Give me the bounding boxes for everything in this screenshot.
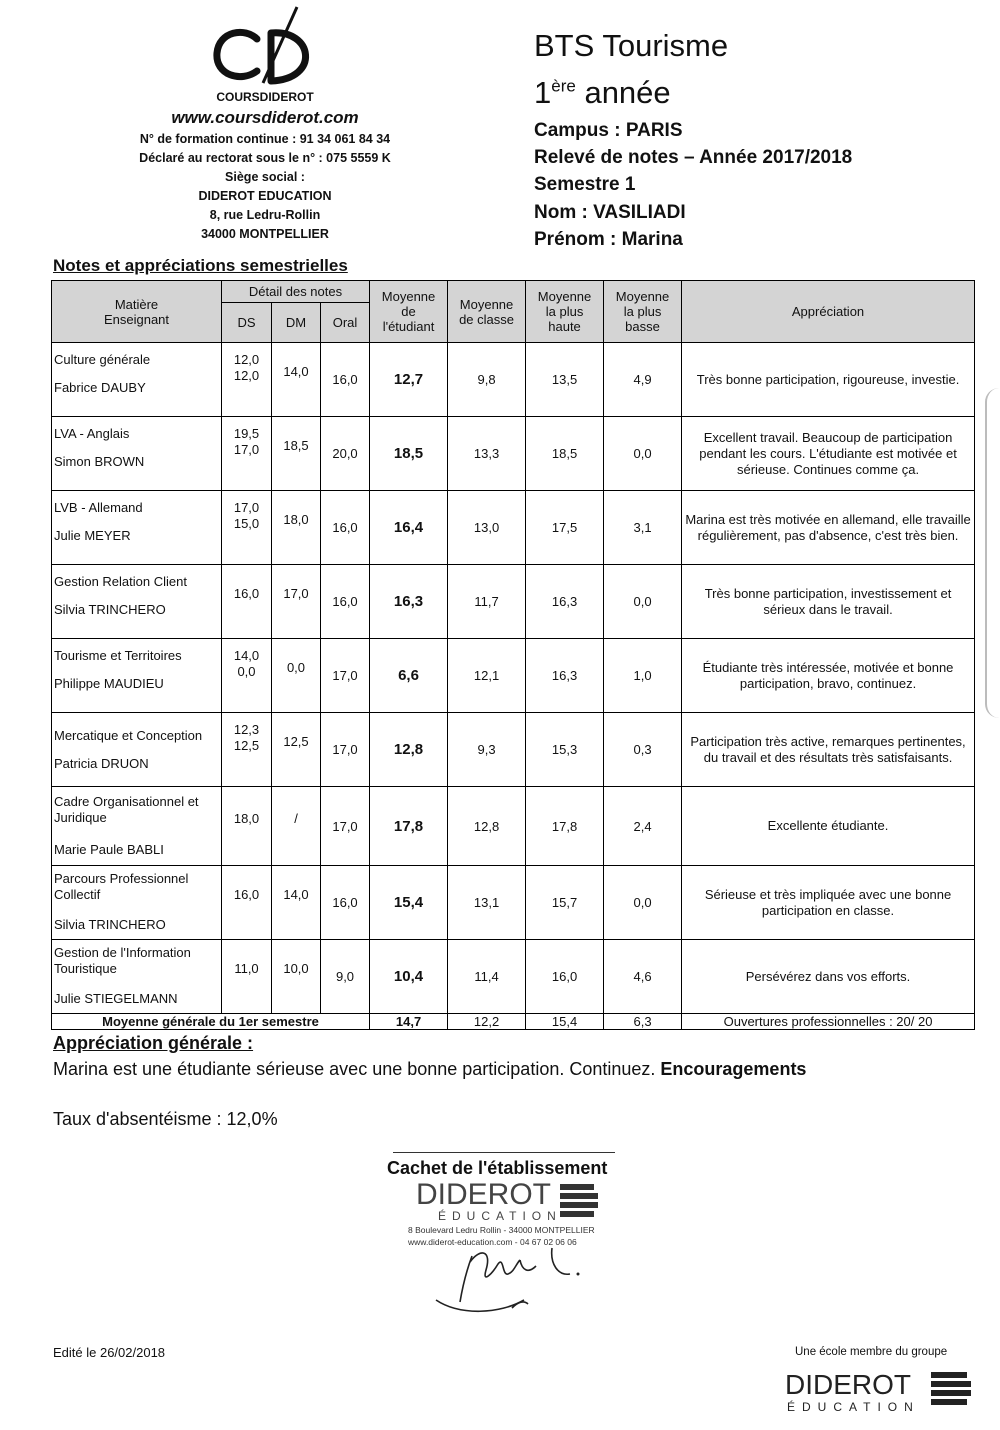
appreciation-cell: Marina est très motivée en allemand, elle travaille régulièrement, pas d'absence, c'est très bien. [682,491,975,565]
table-row [52,417,975,491]
subject-cell: Culture générale Fabrice DAUBY [52,343,222,417]
ds-cell: 19,5 17,0 [222,417,272,491]
highest-average-cell: 17,5 [526,491,604,565]
oral-cell: 16,0 [321,491,370,565]
class-average-cell: 13,3 [448,417,526,491]
total-student-average: 14,7 [370,1014,448,1030]
ds-cell: 11,0 [222,940,272,1014]
subject-cell: Mercatique et Conception Patricia DRUON [52,713,222,787]
logo-text: COURSDIDEROT [216,90,314,104]
student-average-cell: 15,4 [370,866,448,940]
student-firstname: Prénom : Marina [534,229,683,250]
report-title: Relevé de notes – Année 2017/2018 [534,147,853,168]
dm-cell: 17,0 [272,565,321,639]
class-average-cell: 11,4 [448,940,526,1014]
grades-table [51,280,975,1030]
class-average-cell: 13,0 [448,491,526,565]
appreciation-cell: Persévérez dans vos efforts. [682,940,975,1014]
highest-average-cell: 18,5 [526,417,604,491]
appreciation-cell: Excellente étudiante. [682,787,975,866]
diderot-education-logo [785,1366,975,1416]
highest-average-cell: 13,5 [526,343,604,417]
dm-cell: 14,0 [272,343,321,417]
svg-text:ÉDUCATION: ÉDUCATION [438,1209,562,1223]
appreciation-cell: Participation très active, remarques pertinentes, du travail et des résultats très satisfaisants. [682,713,975,787]
dm-cell: 14,0 [272,866,321,940]
header-lowest-average: Moyenne la plus basse [604,281,682,343]
program-title: BTS Tourisme [534,28,729,63]
total-class-average: 12,2 [448,1014,526,1030]
table-row [52,713,975,787]
header-class-average: Moyenne de classe [448,281,526,343]
header-ds: DS [222,303,272,343]
dm-cell: / [272,787,321,866]
oral-cell: 16,0 [321,343,370,417]
appreciation-cell: Très bonne participation, investissement et sérieux dans le travail. [682,565,975,639]
table-row [52,491,975,565]
subject-cell: Gestion de l'Information Touristique Julie STIEGELMANN [52,940,222,1014]
class-average-cell: 12,1 [448,639,526,713]
dm-cell: 18,5 [272,417,321,491]
class-average-cell: 13,1 [448,866,526,940]
header-detail: Détail des notes [222,281,370,303]
dm-cell: 12,5 [272,713,321,787]
oral-cell: 17,0 [321,713,370,787]
oral-cell: 17,0 [321,639,370,713]
stamp-title: Cachet de l'établissement [387,1158,608,1178]
absence-rate: Taux d'absentéisme : 12,0% [53,1109,278,1129]
student-average-cell: 6,6 [370,639,448,713]
header-highest-average: Moyenne la plus haute [526,281,604,343]
total-label: Moyenne générale du 1er semestre [52,1014,370,1030]
table-row [52,639,975,713]
dm-cell: 10,0 [272,940,321,1014]
lowest-average-cell: 2,4 [604,787,682,866]
highest-average-cell: 16,0 [526,940,604,1014]
table-row [52,565,975,639]
lowest-average-cell: 0,0 [604,417,682,491]
lowest-average-cell: 4,6 [604,940,682,1014]
subject-cell: Cadre Organisationnel et Juridique Marie Paule BABLI [52,787,222,866]
oral-cell: 16,0 [321,866,370,940]
appreciation-cell: Sérieuse et très impliquée avec une bonne participation en classe. [682,866,975,940]
student-lastname: Nom : VASILIADI [534,202,686,223]
subject-cell: Parcours Professionnel Collectif Silvia TRINCHERO [52,866,222,940]
professional-openings: Ouvertures professionnelles : 20/ 20 [682,1014,975,1030]
hq-city: 34000 MONTPELLIER [201,227,329,241]
hq-label: Siège social : [225,170,305,184]
dm-cell: 0,0 [272,639,321,713]
student-average-cell: 12,8 [370,713,448,787]
ds-cell: 17,0 15,0 [222,491,272,565]
year-title: 1ère année [534,75,671,110]
ds-cell: 16,0 [222,866,272,940]
lowest-average-cell: 0,0 [604,565,682,639]
highest-average-cell: 15,3 [526,713,604,787]
lowest-average-cell: 1,0 [604,639,682,713]
general-verdict: Encouragements [660,1059,807,1079]
header-student-average: Moyenne de l'étudiant [370,281,448,343]
student-average-cell: 16,3 [370,565,448,639]
campus: Campus : PARIS [534,120,683,141]
table-row [52,343,975,417]
oral-cell: 9,0 [321,940,370,1014]
svg-text:ÉDUCATION: ÉDUCATION [787,1400,920,1414]
student-average-cell: 10,4 [370,940,448,1014]
student-average-cell: 16,4 [370,491,448,565]
student-average-cell: 18,5 [370,417,448,491]
oral-cell: 20,0 [321,417,370,491]
general-appreciation-title: Appréciation générale : [53,1033,254,1053]
oral-cell: 17,0 [321,787,370,866]
section-title: Notes et appréciations semestrielles [53,256,348,275]
hq-name: DIDEROT EDUCATION [198,189,332,203]
class-average-cell: 11,7 [448,565,526,639]
ds-cell: 12,0 12,0 [222,343,272,417]
rectorate-number: Déclaré au rectorat sous le n° : 075 5559 K [139,151,391,165]
general-appreciation-text: Marina est une étudiante sérieuse avec une bonne participation. Continuez. Encouragements [53,1059,807,1079]
class-average-cell: 9,8 [448,343,526,417]
total-lowest-average: 6,3 [604,1014,682,1030]
svg-text:www.diderot-education.com - 04: www.diderot-education.com - 04 67 02 06 06 [408,1237,577,1247]
svg-text:DIDEROT: DIDEROT [416,1178,551,1211]
student-average-cell: 17,8 [370,787,448,866]
school-stamp [400,1178,630,1318]
highest-average-cell: 17,8 [526,787,604,866]
cours-diderot-logo [205,5,325,105]
school-website: www.coursdiderot.com [171,108,359,127]
signature-line [393,1152,615,1153]
table-row [52,940,975,1014]
header-subject: Matière Enseignant [52,281,222,343]
ds-cell: 12,3 12,5 [222,713,272,787]
header-dm: DM [272,303,321,343]
ds-cell: 18,0 [222,787,272,866]
subject-cell: Tourisme et Territoires Philippe MAUDIEU [52,639,222,713]
ds-cell: 16,0 [222,565,272,639]
lowest-average-cell: 0,3 [604,713,682,787]
class-average-cell: 12,8 [448,787,526,866]
header-appreciation: Appréciation [682,281,975,343]
appreciation-cell: Étudiante très intéressée, motivée et bonne participation, bravo, continuez. [682,639,975,713]
appreciation-cell: Très bonne participation, rigoureuse, investie. [682,343,975,417]
highest-average-cell: 16,3 [526,639,604,713]
hq-street: 8, rue Ledru-Rollin [209,208,321,222]
class-average-cell: 9,3 [448,713,526,787]
ds-cell: 14,0 0,0 [222,639,272,713]
subject-cell: LVB - Allemand Julie MEYER [52,491,222,565]
lowest-average-cell: 3,1 [604,491,682,565]
highest-average-cell: 16,3 [526,565,604,639]
subject-cell: LVA - Anglais Simon BROWN [52,417,222,491]
semester: Semestre 1 [534,174,636,195]
appreciation-cell: Excellent travail. Beaucoup de participation pendant les cours. L'étudiante est motivée et sérieuse. Continues comme ça. [682,417,975,491]
svg-text:8 Boulevard Ledru Rollin - 340: 8 Boulevard Ledru Rollin - 34000 MONTPELLIER [408,1225,595,1235]
total-row [52,1014,975,1030]
header-oral: Oral [321,303,370,343]
table-row [52,866,975,940]
highest-average-cell: 15,7 [526,866,604,940]
total-highest-average: 15,4 [526,1014,604,1030]
training-number: N° de formation continue : 91 34 061 84 34 [139,132,391,146]
subject-cell: Gestion Relation Client Silvia TRINCHERO [52,565,222,639]
student-average-cell: 12,7 [370,343,448,417]
group-member-text: Une école membre du groupe [795,1346,948,1358]
svg-text:DIDEROT: DIDEROT [785,1369,911,1400]
lowest-average-cell: 0,0 [604,866,682,940]
page-scroll-indicator [985,388,1000,718]
lowest-average-cell: 4,9 [604,343,682,417]
table-row [52,787,975,866]
dm-cell: 18,0 [272,491,321,565]
edited-date: Edité le 26/02/2018 [53,1345,166,1360]
oral-cell: 16,0 [321,565,370,639]
